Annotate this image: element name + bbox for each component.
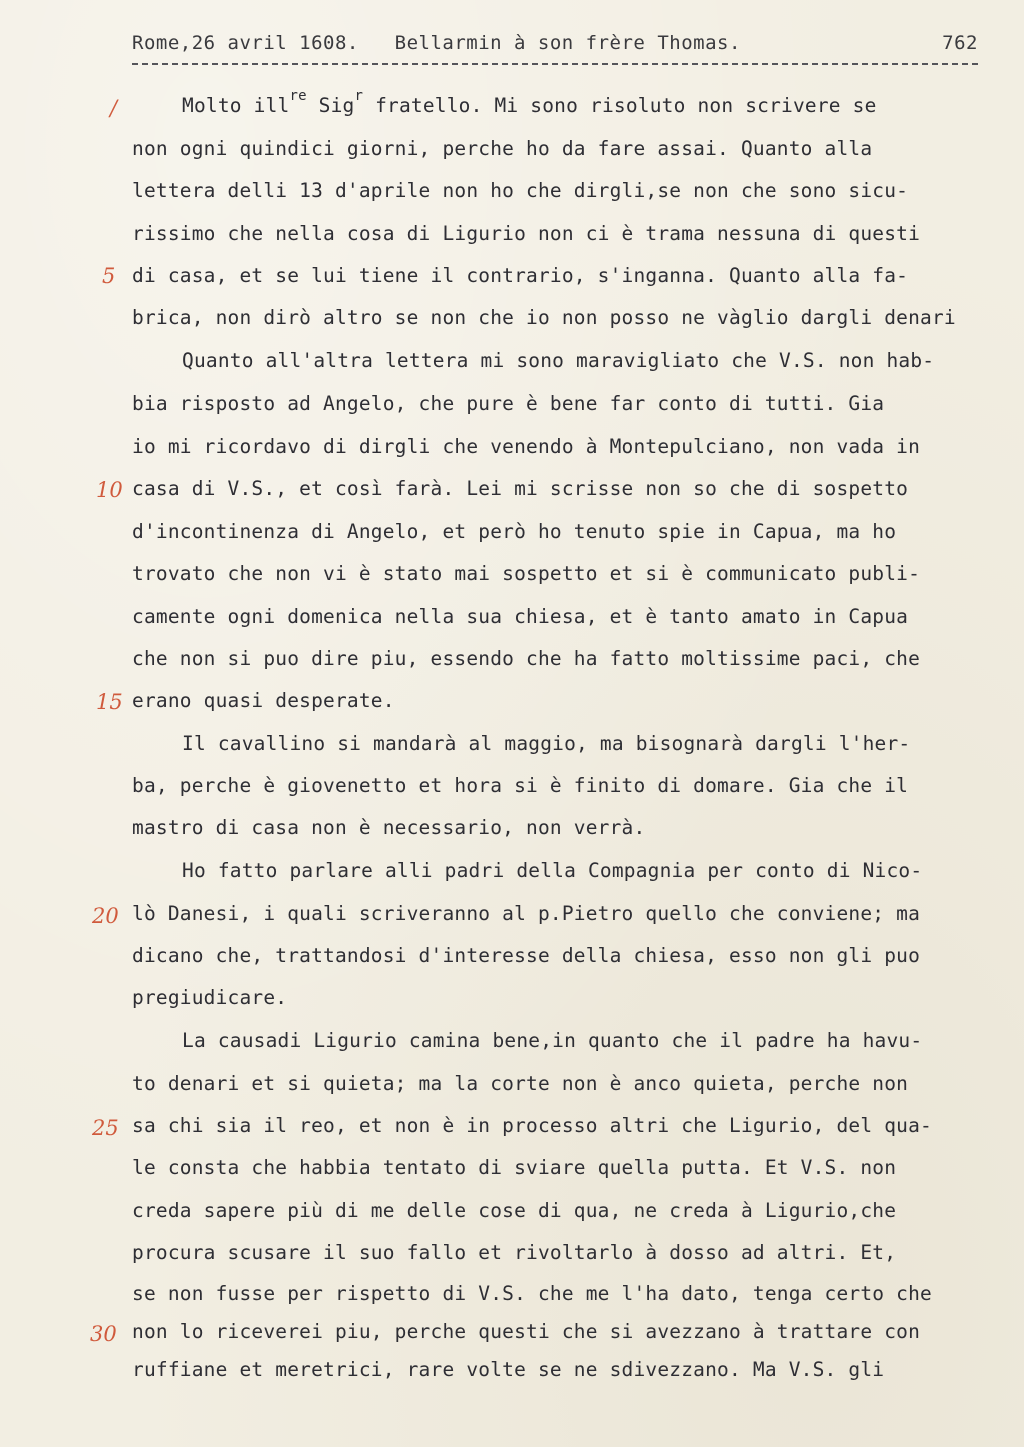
text-line: non lo riceverei piu, perche questi che si avezzano à trattare con: [132, 1320, 921, 1343]
text-line: to denari et si quieta; ma la corte non è anco quieta, perche non: [132, 1072, 909, 1095]
text-line: d'incontinenza di Angelo, et però ho tenuto spie in Capua, ma ho: [132, 520, 897, 543]
text-line: creda sapere più di me delle cose di qua, ne creda à Ligurio,che: [132, 1199, 897, 1222]
margin-number-15: 15: [96, 690, 123, 714]
text-line: ruffiane et meretrici, rare volte se ne sdivezzano. Ma V.S. gli: [132, 1358, 885, 1381]
text-line: brica, non dirò altro se non che io non posso ne vàglio dargli denari: [132, 306, 956, 329]
text-line: La causadi Ligurio camina bene,in quanto che il padre ha havu-: [182, 1029, 923, 1052]
text-line: mastro di casa non è necessario, non verrà.: [132, 816, 646, 839]
text-line: dicano che, trattandosi d'interesse della chiesa, esso non gli puo: [132, 944, 921, 967]
text-line: non ogni quindici giorni, perche ho da fare assai. Quanto alla: [132, 137, 873, 160]
text-line: rissimo che nella cosa di Ligurio non ci è trama nessuna di questi: [132, 222, 921, 245]
text-line: casa di V.S., et così farà. Lei mi scrisse non so che di sospetto: [132, 477, 909, 500]
text-line-1: Molto ill$^{re}$ Sig$^r$ fratello. Mi sono risoluto non scrivere se: [182, 88, 877, 117]
margin-number-5: 5: [102, 264, 116, 288]
text-line: erano quasi desperate.: [132, 689, 395, 712]
header-divider: [132, 63, 978, 65]
margin-number-30: 30: [90, 1322, 117, 1346]
text-line: camente ogni domenica nella sua chiesa, et è tanto amato in Capua: [132, 605, 909, 628]
margin-number-10: 10: [96, 478, 123, 502]
text-line: trovato che non vi è stato mai sospetto et si è communicato publi-: [132, 562, 921, 585]
text-line: pregiudicare.: [132, 986, 288, 1009]
text-line: le consta che habbia tentato di sviare quella putta. Et V.S. non: [132, 1156, 897, 1179]
margin-mark-1: /: [110, 96, 118, 120]
margin-number-20: 20: [92, 904, 119, 928]
text-line: che non si puo dire piu, essendo che ha fatto moltissime paci, che: [132, 647, 921, 670]
page-header: [132, 32, 978, 62]
text-line: procura scusare il suo fallo et rivoltarlo à dosso ad altri. Et,: [132, 1241, 897, 1264]
text-line: lò Danesi, i quali scriveranno al p.Pietro quello che conviene; ma: [132, 902, 921, 925]
text-line: se non fusse per rispetto di V.S. che me l'ha dato, tenga certo che: [132, 1282, 932, 1305]
text-line: lettera delli 13 d'aprile non ho che dirgli,se non che sono sicu-: [132, 179, 909, 202]
text-line: Quanto all'altra lettera mi sono maravigliato che V.S. non hab-: [182, 349, 935, 372]
text-line: Ho fatto parlare alli padri della Compagnia per conto di Nico-: [182, 859, 923, 882]
text-line: di casa, et se lui tiene il contrario, s'inganna. Quanto alla fa-: [132, 264, 909, 287]
text-line: Il cavallino si mandarà al maggio, ma bisognarà dargli l'her-: [182, 732, 911, 755]
text-line: io mi ricordavo di dirgli che venendo à Montepulciano, non vada in: [132, 435, 921, 458]
margin-number-25: 25: [92, 1116, 119, 1140]
text-line: bia risposto ad Angelo, che pure è bene far conto di tutti. Gia: [132, 392, 885, 415]
page-number: 762: [942, 32, 978, 54]
text-line: ba, perche è giovenetto et hora si è finito di domare. Gia che il: [132, 774, 909, 797]
text-line: sa chi sia il reo, et non è in processo altri che Ligurio, del qua-: [132, 1114, 932, 1137]
header-title: Rome,26 avril 1608. Bellarmin à son frère Thomas.: [132, 32, 741, 54]
